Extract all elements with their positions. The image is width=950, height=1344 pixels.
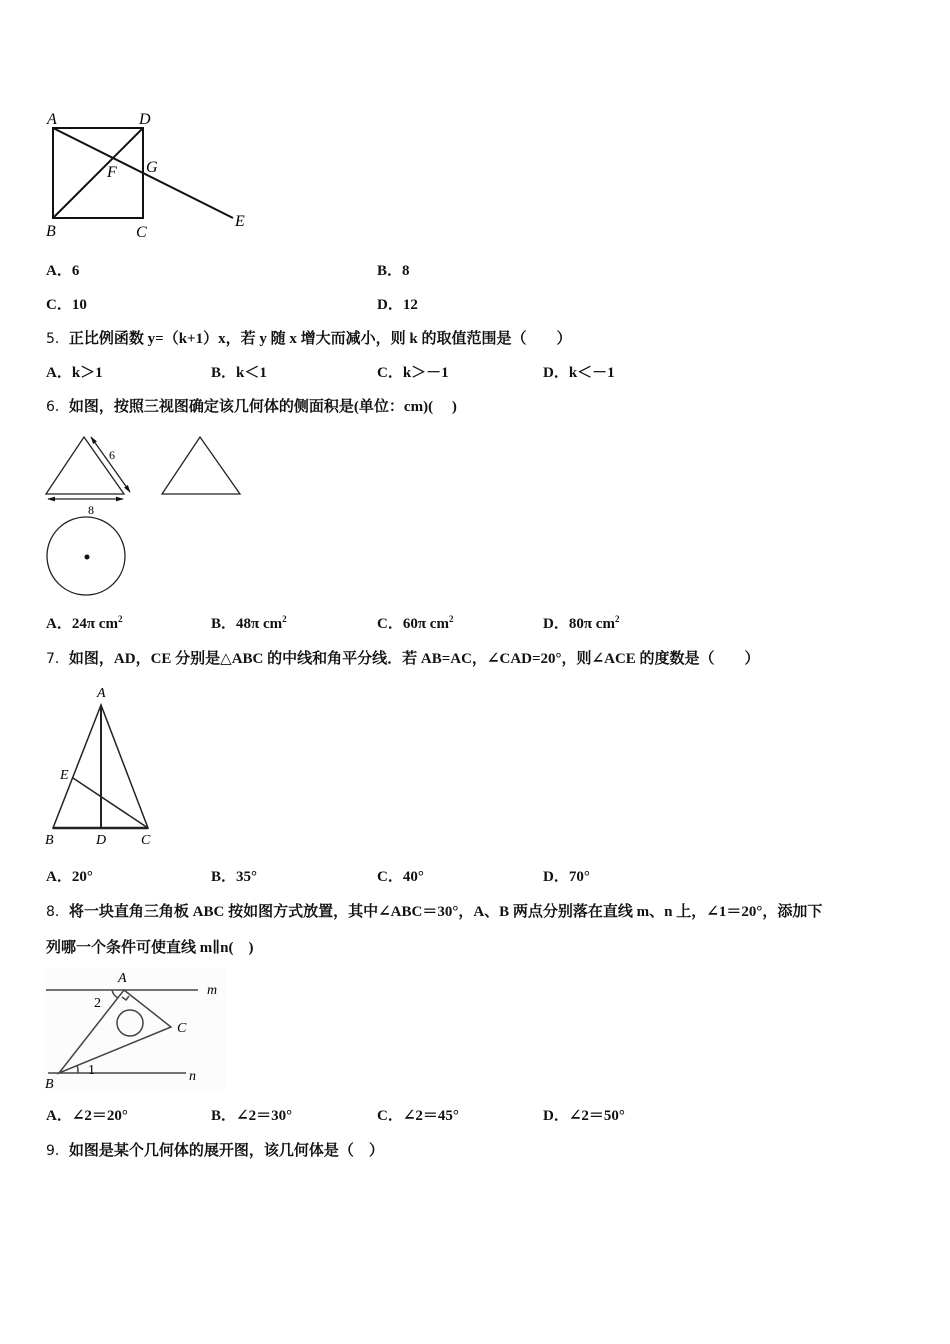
q5-option-d[interactable] [543,363,615,383]
option-letter: A． [46,365,72,381]
option-text: ∠2＝50° [568,1108,625,1124]
option-text: ∠2＝30° [236,1108,293,1124]
q4-option-a[interactable] [46,261,79,281]
q6-stem [46,397,457,417]
q6-option-b[interactable] [211,614,287,634]
option-superscript: 2 [282,614,287,624]
q6-figure-three-views [40,425,250,605]
option-letter: B． [211,869,237,885]
option-superscript: 2 [448,614,454,624]
q4-figure-square-diagram [40,100,260,245]
q4-option-c[interactable] [46,295,87,315]
option-text: ∠2＝20° [71,1108,128,1124]
option-text: k＞1 [71,365,103,381]
option-superscript: 2 [614,614,620,624]
option-text: k＞－1 [402,365,449,381]
q7-label-b: B [45,833,54,848]
q8-label-n: n [189,1069,196,1084]
option-text: 70° [568,869,590,885]
q5-option-a[interactable] [46,363,103,383]
question-text: 如图，按照三视图确定该几何体的侧面积是(单位：cm)( ) [68,399,457,415]
q5-option-c[interactable] [377,363,449,383]
option-letter: C． [46,297,72,313]
option-letter: B． [211,1108,237,1124]
q7-label-e: E [60,768,69,783]
q7-option-a[interactable] [46,867,93,887]
q4-label-a: A [47,111,57,128]
question-number: 6． [46,399,69,415]
option-text: 8 [402,263,410,279]
q7-label-c: C [141,833,151,848]
option-letter: B． [211,616,237,632]
q4-label-g: G [146,159,158,176]
option-letter: A． [46,616,72,632]
option-text: 48π cm [236,616,283,632]
option-text: ∠2＝45° [402,1108,459,1124]
question-text: 正比例函数 y=（k+1）x，若 y 随 x 增大而减小，则 k 的取值范围是（ ） [68,331,572,347]
option-superscript: 2 [117,614,123,624]
q4-label-e: E [235,213,245,230]
question-text: 如图，AD，CE 分别是△ABC 的中线和角平分线．若 AB=AC，∠CAD=20°，则∠ACE 的度数是（ ） [68,651,760,667]
q8-label-b: B [45,1077,54,1092]
q8-label-c: C [177,1021,187,1036]
q8-stem-line1 [46,902,822,922]
q4-label-f: F [107,164,117,181]
option-text: 6 [71,263,80,279]
option-letter: A． [46,263,72,279]
q6-option-d[interactable] [543,614,619,634]
option-letter: B． [211,365,237,381]
q6-option-c[interactable] [377,614,453,634]
q7-option-b[interactable] [211,867,257,887]
option-text: 40° [402,869,424,885]
option-text: k＜1 [236,365,267,381]
q7-option-d[interactable] [543,867,590,887]
option-letter: D． [543,365,569,381]
q8-label-angle1: 1 [88,1063,95,1078]
option-letter: B． [377,263,403,279]
option-text: k＜－1 [568,365,615,381]
q8-label-m: m [207,983,218,998]
q7-figure-triangle [40,680,170,850]
q7-label-a: A [97,686,106,701]
q6-base-label: 8 [88,503,94,517]
q9-stem [46,1141,384,1161]
q8-figure-set-square [40,965,240,1095]
q5-option-b[interactable] [211,363,267,383]
q7-stem [46,649,760,669]
question-number: 5． [46,331,69,347]
question-number: 9． [46,1143,69,1159]
q8-stem-line2: 列哪一个条件可使直线 m∥n( ) [46,940,254,956]
q8-option-a[interactable] [46,1106,128,1126]
option-text: 24π cm [71,616,118,632]
circle-center-dot [85,555,90,560]
question-text: 如图是某个几何体的展开图，该几何体是（ ） [68,1143,384,1159]
q8-option-b[interactable] [211,1106,292,1126]
option-text: 35° [236,869,258,885]
option-text: 60π cm [402,616,449,632]
option-text: 80π cm [568,616,615,632]
q8-option-c[interactable] [377,1106,459,1126]
q8-option-d[interactable] [543,1106,625,1126]
q6-option-a[interactable] [46,614,122,634]
q7-label-d: D [96,833,107,848]
option-letter: D． [543,869,569,885]
option-letter: A． [46,869,72,885]
q4-label-b: B [46,223,56,240]
option-letter: C． [377,1108,403,1124]
q8-label-angle2: 2 [94,996,101,1011]
q7-option-c[interactable] [377,867,424,887]
q6-slant-label: 6 [109,448,115,462]
option-letter: D． [543,616,569,632]
option-letter: C． [377,365,403,381]
question-number: 8． [46,904,69,920]
question-number: 7． [46,651,69,667]
option-letter: A． [46,1108,72,1124]
option-letter: C． [377,616,403,632]
option-text: 10 [71,297,87,313]
option-letter: C． [377,869,403,885]
q8-label-a: A [118,971,127,986]
question-text: 将一块直角三角板 ABC 按如图方式放置，其中∠ABC＝30°，A、B 两点分别落在直线 m、n 上，∠1＝20°，添加下 [68,904,823,920]
q4-label-d: D [139,111,151,128]
q5-stem [46,329,571,349]
option-text: 12 [402,297,418,313]
option-letter: D． [543,1108,569,1124]
q4-option-b[interactable] [377,261,410,281]
q4-option-d[interactable] [377,295,418,315]
option-letter: D． [377,297,403,313]
option-text: 20° [71,869,93,885]
q4-label-c: C [136,224,147,241]
